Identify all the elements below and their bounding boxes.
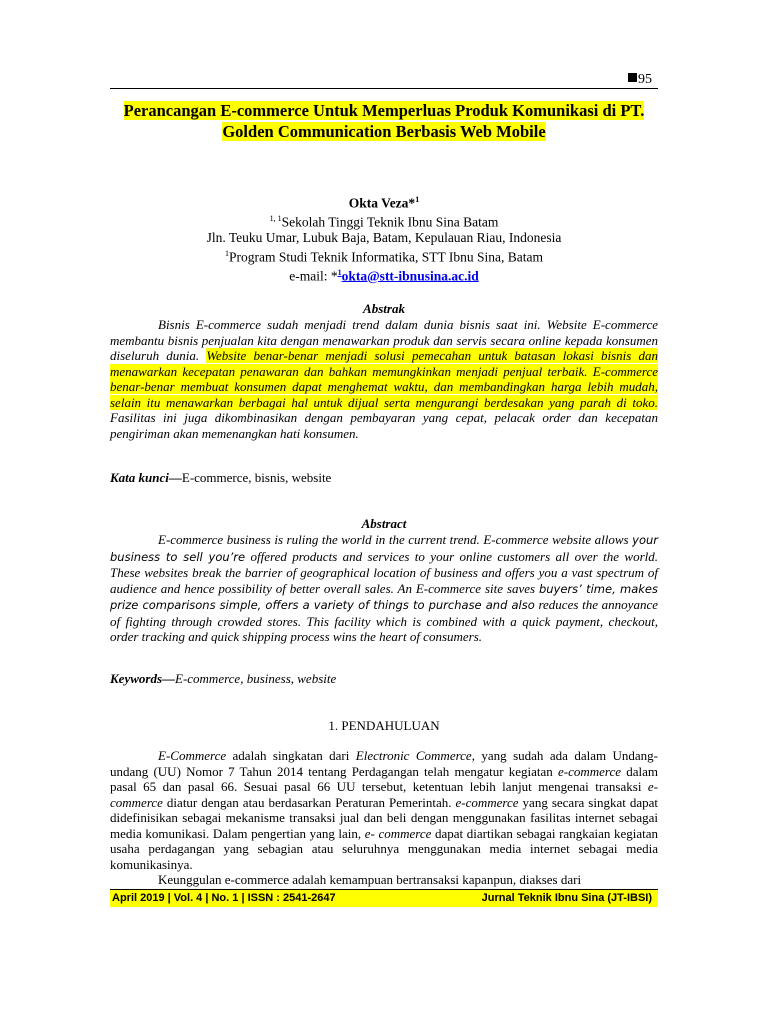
- affiliation-2: $^1$Program Studi Teknik Informatika, STT Ibnu Sina, Batam: [225, 248, 543, 264]
- kata-kunci: Kata kunci—E-commerce, bisnis, website: [110, 470, 332, 485]
- header-rule: [110, 88, 658, 89]
- page-number: 95: [628, 72, 652, 88]
- intro-paragraph-2: Keunggulan e-commerce adalah kemampuan bertransaksi kapanpun, diakses dari: [158, 872, 582, 887]
- abstrak-highlight: Website benar-benar menjadi solusi pemecahan untuk batasan lokasi bisnis dan menawarkan kecepatan penawaran dan bahkan memungkinkan menjadi penjual terbaik. E-commerce benar-benar membuat konsumen dapat menghemat waktu, dan membandingkan harga lebih mudah, selain itu menawarkan berbagai hal untuk dijual serta mengurangi berdesakan yang parah di toko.: [110, 348, 658, 410]
- author-name: Okta Veza*$^1$: [348, 195, 420, 211]
- keywords: Keywords—E-commerce, business, website: [110, 671, 337, 686]
- affiliation-address: Jln. Teuku Umar, Lubuk Baja, Batam, Kepulauan Riau, Indonesia: [206, 230, 562, 245]
- paper-title: Perancangan E-commerce Untuk Memperluas Produk Komunikasi di PT. Golden Communication Berbasis Web Mobile: [123, 101, 645, 141]
- square-bullet-icon: [628, 73, 637, 82]
- affiliation-1: $^{1, 1}$Sekolah Tinggi Teknik Ibnu Sina Batam: [269, 214, 499, 230]
- author-block: [110, 192, 658, 284]
- abstract-heading: Abstract: [361, 516, 407, 531]
- footer-journal-name: Jurnal Teknik Ibnu Sina (JT-IBSI): [481, 892, 652, 904]
- intro-paragraph: E-Commerce adalah singkatan dari Electronic Commerce, yang sudah ada dalam Undang-undang (UU) Nomor 7 Tahun 2014 tentang Perdagangan telah mengatur kegiatan e-commerce dalam pasal 65 dan pasal 66. Sesuai pasal 66 UU tersebut, ketentuan lebih lanjut mengenai transaksi e-commerce diatur dengan atau berdasarkan Peraturan Pemerintah. e-commerce yang secara singkat dapat didefinisikan sebagai mekanisme transaksi jual dan beli dengan menggunakan fasilitas internet sebagai media komunikasi. Dalam pengertian yang lain, e- commerce dapat diartikan sebagai rangkaian kegiatan usaha perdagangan yang sebagian atau seluruhnya menggunakan media internet sebagai media komunikasinya.: [110, 748, 659, 872]
- abstrak-body: Bisnis E-commerce sudah menjadi trend dalam dunia bisnis saat ini. Website E-commerce membantu bisnis penjualan kita dengan menawarkan produk dan servis secara online kepada konsumen diseluruh dunia. Website benar-benar menjadi solusi pemecahan untuk batasan lokasi bisnis dan menawarkan kecepatan penawaran dan bahkan memungkinkan menjadi penjual terbaik. E-commerce benar-benar membuat konsumen dapat menghemat waktu, dan membandingkan harga lebih mudah, selain itu menawarkan berbagai hal untuk dijual serta mengurangi berdesakan yang parah di toko. Fasilitas ini juga dikombinasikan dengan pembayaran yang cepat, pelacak order dan kecepatan pengiriman akan memenangkan hati konsumen.: [110, 317, 658, 441]
- email-link[interactable]: okta@stt-ibnusina.ac.id: [341, 268, 479, 283]
- abstrak-heading: Abstrak: [363, 301, 405, 316]
- author-email: e-mail: *$^1$okta@stt-ibnusina.ac.id: [289, 267, 479, 283]
- abstract-body: E-commerce business is ruling the world in the current trend. E-commerce website allows your business to sell you’re offered products and services to your online customers all over the world. These websites break the barrier of geographical location of business and offers you a vast spectrum of audience and hence possibility of better overall sales. An E-commerce site saves buyers’ time, makes prize comparisons simple, offers a variety of things to purchase and also reduces the annoyance of fighting through crowded stores. This facility which is combined with a quick payment, checkout, order tracking and quick shipping process wins the heart of consumers.: [110, 532, 658, 644]
- footer-issue-info: April 2019 | Vol. 4 | No. 1 | ISSN : 2541-2647: [112, 892, 336, 904]
- journal-footer: [110, 889, 658, 907]
- section-heading: 1. PENDAHULUAN: [328, 718, 440, 733]
